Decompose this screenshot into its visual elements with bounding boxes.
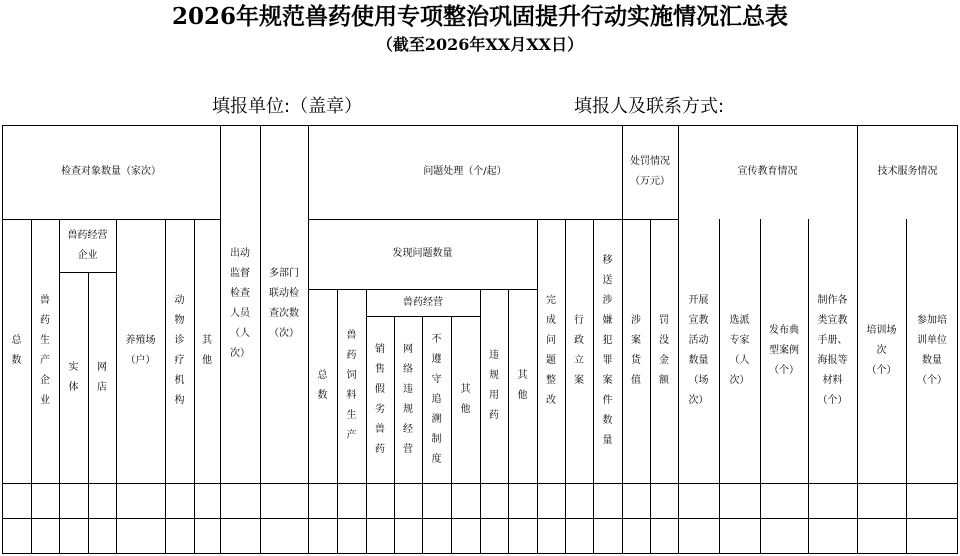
header-inspection-count: 检查对象数量（家次）	[61, 166, 161, 177]
header-typical-cases: 发布典型案例（个）	[769, 325, 799, 376]
header-tech-service: 技术服务情况	[877, 166, 938, 177]
document-subtitle: （截至2026年XX月XX日）	[376, 35, 584, 54]
header-training-units: 参加培训单位数量（个）	[917, 315, 947, 386]
header-inspectors: 出动监督检查人员（人次）	[230, 248, 250, 359]
header-joint-inspections: 多部门联动检查次数（次）	[269, 268, 299, 339]
header-illegal-use: 违规用药	[489, 350, 499, 421]
header-online-illegal: 网络违规经营	[403, 343, 413, 455]
header-training: 培训场次（个）	[866, 325, 897, 376]
header-experts: 选派专家（人次）	[729, 315, 750, 386]
header-online-store: 网店	[97, 361, 107, 393]
header-farm: 养殖场（户）	[125, 335, 156, 366]
header-fine-amount: 罚没金额	[659, 315, 669, 386]
header-inspect-other: 其他	[202, 335, 212, 366]
header-total: 总数	[11, 335, 22, 366]
header-rectified: 完成问题整改	[546, 295, 556, 406]
header-vet-trade: 兽药经营	[403, 296, 443, 308]
header-no-trace: 不遵守追溯制度	[431, 333, 442, 465]
header-vet-trade-enterprise: 兽药经营企业	[67, 229, 108, 261]
header-publicity: 宣传教育情况	[737, 166, 798, 177]
header-problem-handling: 问题处理（个/起）	[423, 166, 507, 177]
header-found-problems: 发现问题数量	[392, 248, 453, 259]
fill-unit-label: 填报单位:（盖章）	[212, 96, 363, 117]
header-goods-value: 涉案货值	[631, 315, 641, 386]
fill-person-label: 填报人及联系方式:	[574, 96, 725, 117]
header-vet-feed-production: 兽药饲料生产	[346, 330, 357, 441]
header-edu-events: 开展宣教活动数量（场次）	[688, 295, 709, 406]
header-penalty: 处罚情况（万元）	[630, 156, 670, 187]
header-entity: 实体	[68, 361, 79, 393]
header-found-other: 其他	[517, 370, 528, 401]
header-vet-production: 兽药生产企业	[40, 295, 50, 406]
header-admin-case: 行政立案	[574, 315, 584, 386]
header-sell-fake: 销售假劣兽药	[375, 343, 385, 455]
header-materials: 制作各类宣教手册、海报等材料（个）	[817, 295, 848, 406]
header-criminal-transfer: 移送涉嫌犯罪案件数量	[602, 255, 613, 446]
header-trade-other: 其他	[460, 383, 471, 415]
header-animal-clinic: 动物诊疗机构	[174, 295, 185, 406]
header-problem-total: 总数	[317, 370, 328, 401]
document-title: 2026年规范兽药使用专项整治巩固提升行动实施情况汇总表	[171, 3, 788, 30]
